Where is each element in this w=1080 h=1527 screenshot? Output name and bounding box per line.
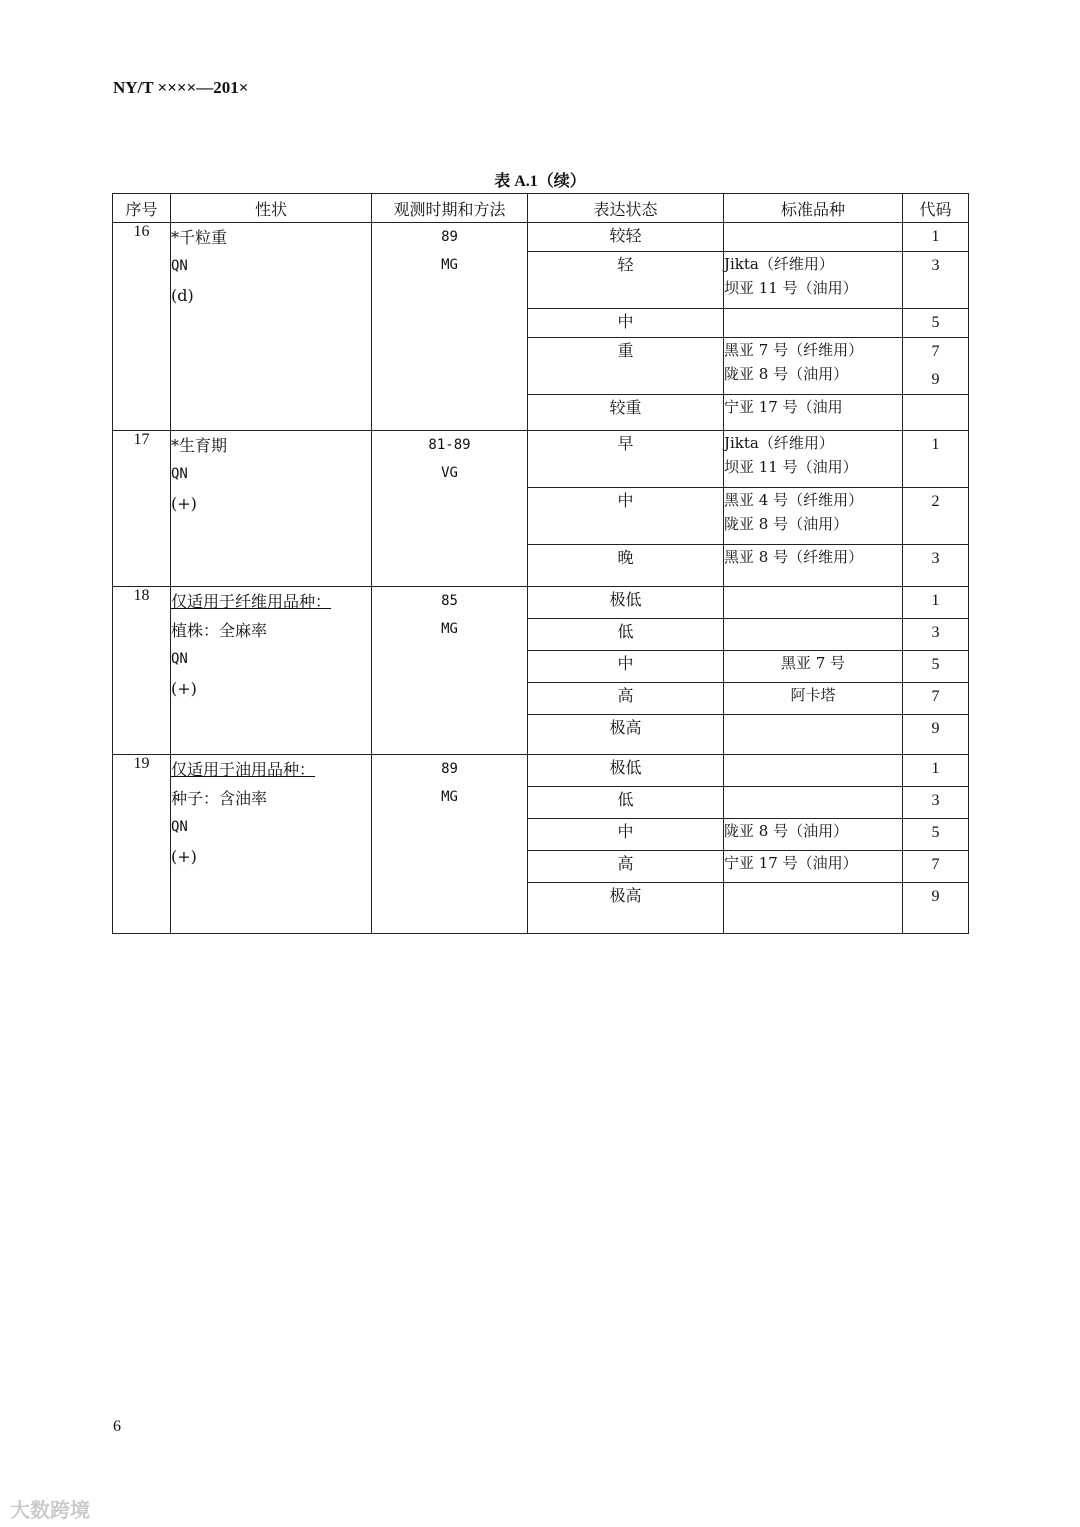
code-value: 5 xyxy=(931,314,940,331)
trait-line: QN xyxy=(171,651,188,667)
reference-cell xyxy=(724,223,903,252)
code-cell xyxy=(903,431,969,488)
code-value: 9 xyxy=(931,720,940,737)
code-cell xyxy=(903,683,969,715)
reference-line: 阿卡塔 xyxy=(790,686,836,704)
state-cell: 高 xyxy=(528,683,724,715)
reference-cell xyxy=(724,431,903,488)
reference-cell xyxy=(724,651,903,683)
state-cell: 重 xyxy=(528,338,724,395)
reference-line: Jikta（纤维用） xyxy=(724,255,834,273)
col-header-trait: 性状 xyxy=(171,194,372,223)
code-cell xyxy=(903,338,969,395)
reference-line: 坝亚 11 号（油用） xyxy=(724,279,858,297)
code-value: 1 xyxy=(931,592,940,609)
stage-line: MG xyxy=(441,621,458,637)
reference-line: 陇亚 8 号（油用） xyxy=(724,365,849,383)
trait-table xyxy=(112,193,969,934)
stage-cell xyxy=(372,431,528,587)
col-header-no: 序号 xyxy=(113,194,171,223)
col-header-code: 代码 xyxy=(903,194,969,223)
trait-line: QN xyxy=(171,466,188,482)
state-cell: 中 xyxy=(528,651,724,683)
trait-line: (+) xyxy=(171,847,197,866)
code-value: 1 xyxy=(931,228,940,245)
table-row xyxy=(113,223,969,252)
reference-cell xyxy=(724,545,903,587)
reference-cell xyxy=(724,819,903,851)
stage-line: 81-89 xyxy=(428,437,471,453)
code-cell xyxy=(903,545,969,587)
state-cell: 极高 xyxy=(528,715,724,755)
trait-line: 植株：全麻率 xyxy=(171,621,268,640)
trait-line: *生育期 xyxy=(171,436,228,455)
reference-cell xyxy=(724,587,903,619)
trait-line: (d) xyxy=(171,286,194,305)
trait-line: 种子：含油率 xyxy=(171,789,268,808)
trait-line: 仅适用于纤维用品种： xyxy=(171,592,332,611)
col-header-state: 表达状态 xyxy=(528,194,724,223)
state-cell: 极低 xyxy=(528,587,724,619)
reference-cell xyxy=(724,883,903,934)
state-cell: 中 xyxy=(528,819,724,851)
table-caption: 表 A.1（续） xyxy=(494,173,586,190)
code-value: 7 xyxy=(931,688,940,705)
code-cell xyxy=(903,223,969,252)
code-cell xyxy=(903,819,969,851)
code-cell xyxy=(903,252,969,309)
state-cell: 极低 xyxy=(528,755,724,787)
code-cell xyxy=(903,755,969,787)
table-row xyxy=(113,755,969,787)
code-value: 9 xyxy=(931,888,940,905)
code-value: 1 xyxy=(931,436,940,453)
code-cell xyxy=(903,787,969,819)
code-cell xyxy=(903,587,969,619)
code-cell xyxy=(903,651,969,683)
state-cell: 较重 xyxy=(528,395,724,431)
reference-cell xyxy=(724,715,903,755)
col-header-reference: 标准品种 xyxy=(724,194,903,223)
stage-line: 89 xyxy=(441,229,458,245)
watermark-logo: 大数跨境 xyxy=(10,1498,90,1522)
row-number: 17 xyxy=(113,431,171,587)
stage-line: 85 xyxy=(441,593,458,609)
code-value: 5 xyxy=(931,824,940,841)
reference-cell xyxy=(724,488,903,545)
state-cell: 极高 xyxy=(528,883,724,934)
reference-line: Jikta（纤维用） xyxy=(724,434,834,452)
reference-cell xyxy=(724,787,903,819)
stage-cell xyxy=(372,223,528,431)
code-cell xyxy=(903,883,969,934)
reference-line: 坝亚 11 号（油用） xyxy=(724,458,858,476)
reference-line: 黑亚 7 号（纤维用） xyxy=(724,341,864,359)
trait-line: QN xyxy=(171,258,188,274)
code-value: 1 xyxy=(931,760,940,777)
trait-line: (+) xyxy=(171,679,197,698)
reference-cell xyxy=(724,338,903,395)
trait-line: QN xyxy=(171,819,188,835)
reference-line: 陇亚 8 号（油用） xyxy=(724,515,849,533)
state-cell: 中 xyxy=(528,309,724,338)
row-number: 16 xyxy=(113,223,171,431)
row-number: 18 xyxy=(113,587,171,755)
code-value: 7 xyxy=(931,343,940,360)
code-cell xyxy=(903,619,969,651)
reference-cell xyxy=(724,619,903,651)
col-header-stage: 观测时期和方法 xyxy=(372,194,528,223)
code-value: 3 xyxy=(931,550,940,567)
reference-cell xyxy=(724,683,903,715)
stage-cell xyxy=(372,755,528,934)
code-value: 3 xyxy=(931,624,940,641)
reference-cell xyxy=(724,395,903,431)
table-row xyxy=(113,587,969,619)
state-cell: 早 xyxy=(528,431,724,488)
reference-line: 宁亚 17 号（油用） xyxy=(724,854,858,872)
code-cell xyxy=(903,851,969,883)
reference-line: 陇亚 8 号（油用） xyxy=(724,822,849,840)
state-cell: 轻 xyxy=(528,252,724,309)
code-value: 5 xyxy=(931,656,940,673)
table-row xyxy=(113,431,969,488)
page-number: 6 xyxy=(113,1418,121,1435)
trait-line: *千粒重 xyxy=(171,228,228,247)
code-cell xyxy=(903,395,969,431)
state-cell: 低 xyxy=(528,619,724,651)
state-cell: 低 xyxy=(528,787,724,819)
reference-line: 黑亚 4 号（纤维用） xyxy=(724,491,864,509)
trait-cell xyxy=(171,431,372,587)
trait-cell xyxy=(171,755,372,934)
standard-code-header: NY/T ××××—201× xyxy=(113,78,249,97)
code-value: 3 xyxy=(931,792,940,809)
trait-cell xyxy=(171,223,372,431)
reference-cell xyxy=(724,309,903,338)
code-value: 2 xyxy=(931,493,940,510)
reference-line: 黑亚 8 号（纤维用） xyxy=(724,548,864,566)
code-value: 9 xyxy=(931,371,940,388)
state-cell: 较轻 xyxy=(528,223,724,252)
reference-cell xyxy=(724,851,903,883)
reference-cell xyxy=(724,252,903,309)
stage-line: VG xyxy=(441,465,458,481)
code-value: 3 xyxy=(931,257,940,274)
row-number: 19 xyxy=(113,755,171,934)
reference-cell xyxy=(724,755,903,787)
state-cell: 中 xyxy=(528,488,724,545)
code-cell xyxy=(903,488,969,545)
trait-cell xyxy=(171,587,372,755)
stage-cell xyxy=(372,587,528,755)
table-header-row xyxy=(113,194,969,223)
stage-line: MG xyxy=(441,257,458,273)
state-cell: 高 xyxy=(528,851,724,883)
code-cell xyxy=(903,309,969,338)
reference-line: 宁亚 17 号（油用 xyxy=(724,398,843,416)
trait-line: 仅适用于油用品种： xyxy=(171,760,316,779)
reference-line: 黑亚 7 号 xyxy=(780,654,846,672)
trait-line: (+) xyxy=(171,494,197,513)
table-body xyxy=(113,223,969,934)
stage-line: MG xyxy=(441,789,458,805)
code-value: 7 xyxy=(931,856,940,873)
state-cell: 晚 xyxy=(528,545,724,587)
code-cell xyxy=(903,715,969,755)
stage-line: 89 xyxy=(441,761,458,777)
